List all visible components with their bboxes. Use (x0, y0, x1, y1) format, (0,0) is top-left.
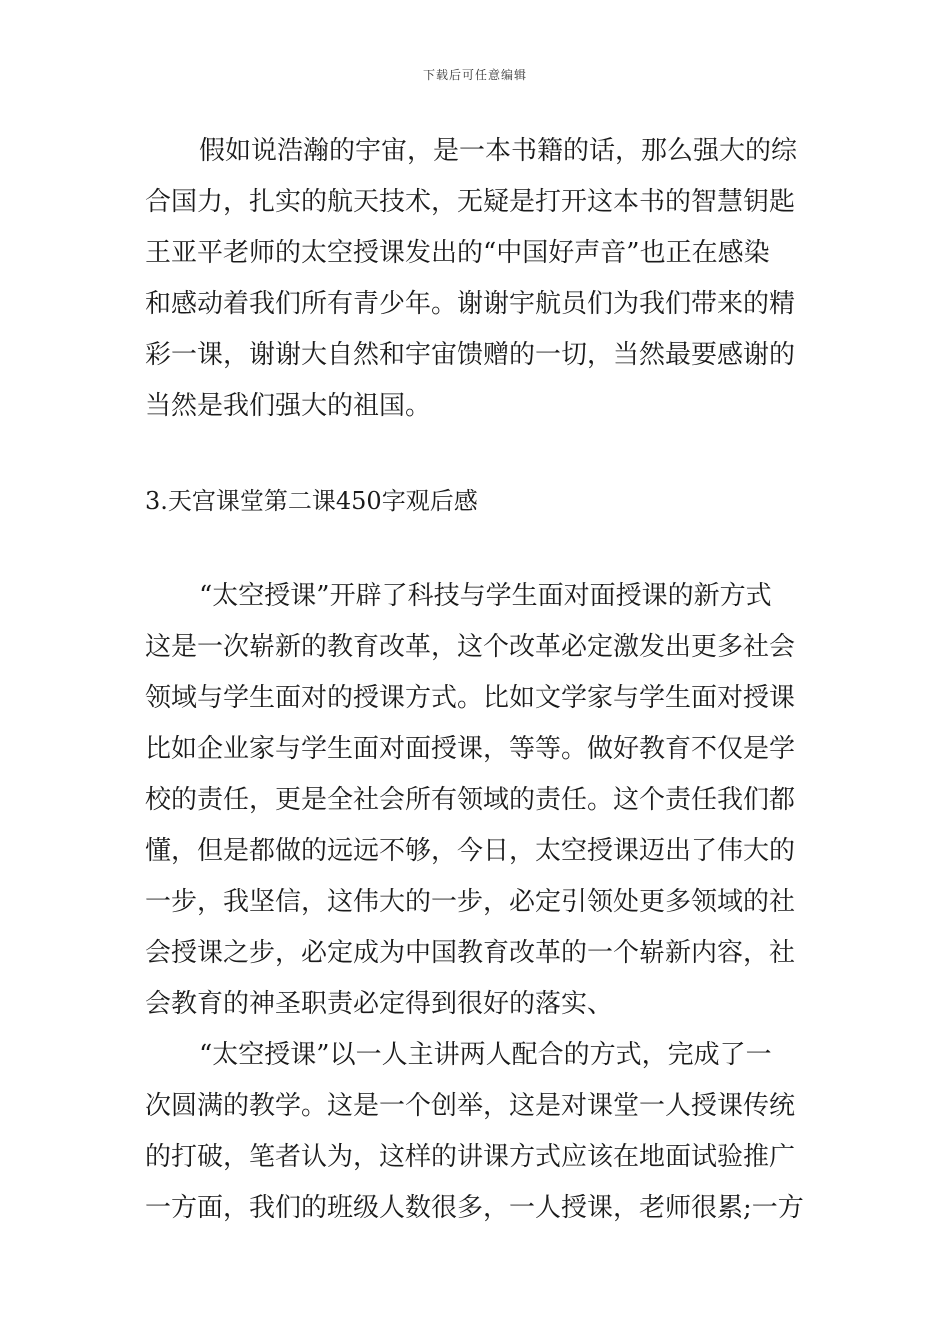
paragraph-line: 王亚平老师的太空授课发出的“中国好声音”也正在感染 (145, 238, 770, 268)
paragraph-line: 领域与学生面对的授课方式。比如文学家与学生面对授课 (145, 683, 796, 713)
paragraph-line: 这是一次崭新的教育改革，这个改革必定激发出更多社会 (145, 632, 796, 662)
section-heading: 3.天宫课堂第二课450字观后感 (145, 487, 478, 515)
paragraph-space-class-innovation (145, 571, 810, 1030)
paragraph-space-universe (145, 126, 810, 432)
spacer (145, 432, 810, 476)
paragraph-line: 的打破，笔者认为，这样的讲课方式应该在地面试验推广 (145, 1142, 796, 1172)
paragraph-line: 当然是我们强大的祖国。 (145, 391, 432, 421)
paragraph-line: 假如说浩瀚的宇宙，是一本书籍的话，那么强大的综 (199, 136, 798, 166)
paragraph-line: 次圆满的教学。这是一个创举，这是对课堂一人授课传统 (145, 1091, 796, 1121)
paragraph-line: 合国力，扎实的航天技术，无疑是打开这本书的智慧钥匙 (145, 187, 796, 217)
paragraph-line: 一方面，我们的班级人数很多，一人授课，老师很累;一方 (145, 1193, 804, 1223)
paragraph-line: “太空授课”以一人主讲两人配合的方式，完成了一 (199, 1040, 772, 1070)
document-body (145, 126, 810, 1234)
paragraph-line: 会教育的神圣职责必定得到很好的落实、 (145, 989, 614, 1019)
paragraph-teaching-method (145, 1030, 810, 1234)
paragraph-line: “太空授课”开辟了科技与学生面对面授课的新方式 (199, 581, 772, 611)
spacer (145, 527, 810, 571)
paragraph-line: 一步，我坚信，这伟大的一步，必定引领处更多领域的社 (145, 887, 796, 917)
paragraph-line: 校的责任，更是全社会所有领域的责任。这个责任我们都 (145, 785, 796, 815)
paragraph-line: 比如企业家与学生面对面授课，等等。做好教育不仅是学 (145, 734, 796, 764)
paragraph-line: 会授课之步，必定成为中国教育改革的一个崭新内容，社 (145, 938, 796, 968)
paragraph-line: 懂，但是都做的远远不够，今日，太空授课迈出了伟大的 (145, 836, 796, 866)
page-header-note: 下载后可任意编辑 (422, 68, 527, 82)
paragraph-line: 和感动着我们所有青少年。谢谢宇航员们为我们带来的精 (145, 289, 796, 319)
paragraph-line: 彩一课，谢谢大自然和宇宙馈赠的一切，当然最要感谢的 (145, 340, 796, 370)
